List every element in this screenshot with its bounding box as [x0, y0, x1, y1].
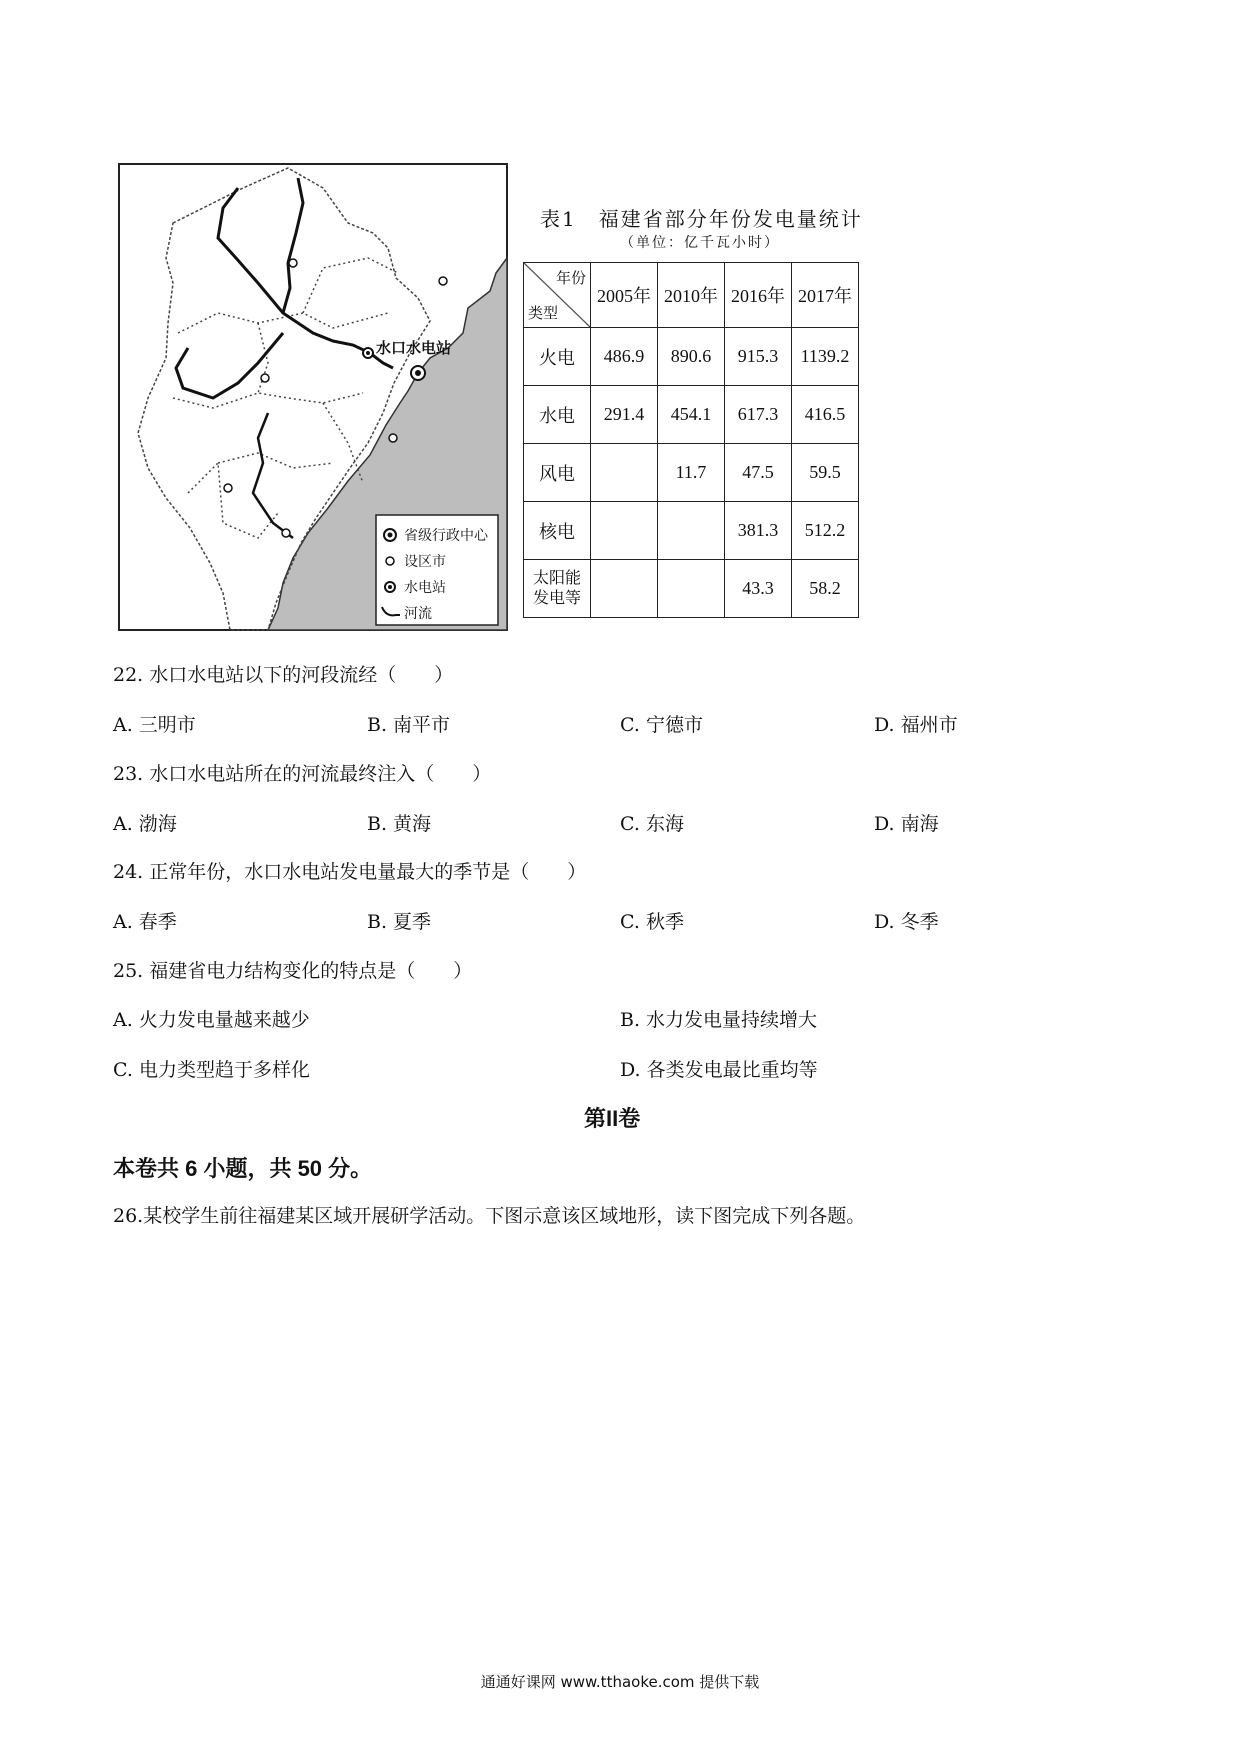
question-stem: 24. 正常年份，水口水电站发电量最大的季节是（ ） — [113, 861, 587, 883]
value-cell — [658, 502, 725, 560]
city-icon — [261, 374, 269, 382]
year-header: 2005年 — [591, 263, 658, 328]
question-stem: 23. 水口水电站所在的河流最终注入（ ） — [113, 763, 492, 785]
question-stem: 22. 水口水电站以下的河段流经（ ） — [113, 664, 454, 686]
question-option[interactable]: B. 南平市 — [367, 714, 451, 736]
question-stem: 26.某校学生前往福建某区域开展研学活动。下图示意该区域地形，读下图完成下列各题。 — [113, 1205, 866, 1227]
value-cell: 915.3 — [725, 328, 792, 386]
svg-text:河流: 河流 — [404, 606, 432, 622]
question-option[interactable]: D. 冬季 — [874, 911, 939, 933]
station-label: 水口水电站 — [376, 339, 452, 357]
table-row — [524, 328, 859, 386]
type-cell: 火电 — [524, 328, 591, 386]
generation-table — [523, 262, 859, 618]
question-option[interactable]: C. 秋季 — [620, 911, 684, 933]
page-footer: 通通好课网 www.tthaoke.com 提供下载 — [480, 1673, 760, 1691]
value-cell: 381.3 — [725, 502, 792, 560]
question-stem: 25. 福建省电力结构变化的特点是（ ） — [113, 960, 473, 982]
table-unit: （单位：亿千瓦小时） — [620, 235, 780, 251]
question-option[interactable]: A. 渤海 — [113, 813, 177, 835]
year-header: 2017年 — [792, 263, 859, 328]
value-cell: 890.6 — [658, 328, 725, 386]
table-row — [524, 502, 859, 560]
value-cell — [658, 560, 725, 618]
value-cell: 11.7 — [658, 444, 725, 502]
city-icon — [389, 434, 397, 442]
value-cell: 47.5 — [725, 444, 792, 502]
value-cell — [591, 444, 658, 502]
part-heading: 第II卷 — [584, 1106, 641, 1131]
table-row — [524, 444, 859, 502]
fujian-map — [118, 163, 508, 631]
question-option[interactable]: B. 黄海 — [367, 813, 432, 835]
city-icon — [282, 529, 290, 537]
question-option[interactable]: D. 各类发电最比重均等 — [620, 1059, 818, 1081]
question-option[interactable]: C. 宁德市 — [620, 714, 703, 736]
question-option[interactable]: A. 三明市 — [113, 714, 196, 736]
value-cell — [591, 560, 658, 618]
value-cell: 59.5 — [792, 444, 859, 502]
year-header: 2016年 — [725, 263, 792, 328]
table-row — [524, 386, 859, 444]
type-cell: 太阳能发电等 — [524, 560, 591, 618]
question-option[interactable]: D. 福州市 — [874, 714, 958, 736]
value-cell: 58.2 — [792, 560, 859, 618]
question-option[interactable]: B. 水力发电量持续增大 — [620, 1009, 818, 1031]
svg-text:设区市: 设区市 — [404, 554, 446, 570]
table-corner-cell: 年份 类型 — [524, 263, 590, 327]
value-cell: 617.3 — [725, 386, 792, 444]
type-cell: 水电 — [524, 386, 591, 444]
svg-text:水电站: 水电站 — [404, 580, 446, 596]
year-header: 2010年 — [658, 263, 725, 328]
question-option[interactable]: A. 火力发电量越来越少 — [113, 1009, 310, 1031]
table-title: 表1 福建省部分年份发电量统计 — [540, 207, 863, 231]
value-cell: 512.2 — [792, 502, 859, 560]
section-note: 本卷共 6 小题，共 50 分。 — [113, 1156, 373, 1181]
city-icon — [224, 484, 232, 492]
question-option[interactable]: C. 电力类型趋于多样化 — [113, 1059, 310, 1081]
value-cell: 416.5 — [792, 386, 859, 444]
question-option[interactable]: C. 东海 — [620, 813, 684, 835]
city-icon — [289, 259, 297, 267]
value-cell — [591, 502, 658, 560]
table-row — [524, 560, 859, 618]
value-cell: 1139.2 — [792, 328, 859, 386]
table-header-row — [524, 263, 859, 328]
value-cell: 486.9 — [591, 328, 658, 386]
svg-text:省级行政中心: 省级行政中心 — [404, 528, 488, 544]
type-cell: 核电 — [524, 502, 591, 560]
value-cell: 291.4 — [591, 386, 658, 444]
value-cell: 43.3 — [725, 560, 792, 618]
type-cell: 风电 — [524, 444, 591, 502]
question-option[interactable]: B. 夏季 — [367, 911, 432, 933]
city-icon — [439, 277, 447, 285]
value-cell: 454.1 — [658, 386, 725, 444]
question-option[interactable]: D. 南海 — [874, 813, 939, 835]
question-option[interactable]: A. 春季 — [113, 911, 177, 933]
